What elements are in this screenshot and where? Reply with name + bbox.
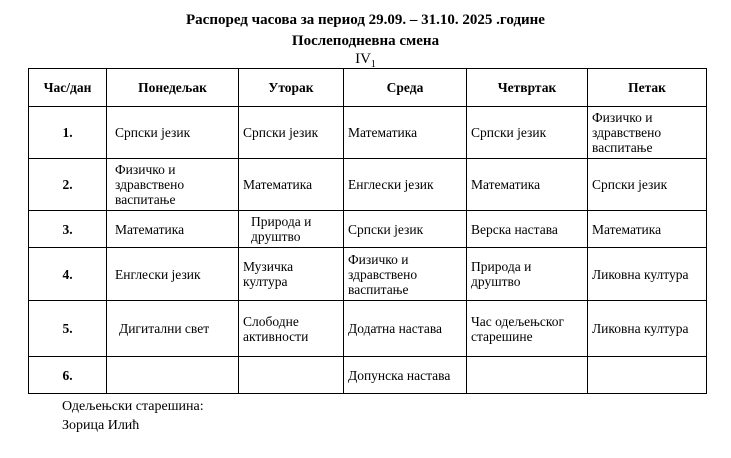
table-cell: Ликовна култура: [588, 301, 707, 357]
table-cell: Математика: [239, 159, 344, 211]
table-row: [29, 301, 707, 357]
table-cell: Математика: [467, 159, 588, 211]
table-cell: Математика: [588, 211, 707, 248]
table-cell: Слободне активности: [239, 301, 344, 357]
table-row: [29, 357, 707, 394]
table-cell: [107, 357, 239, 394]
shift-subtitle: Послеподневна смена: [291, 33, 440, 49]
period-number: 2.: [29, 159, 107, 211]
table-cell: [467, 357, 588, 394]
table-cell: [588, 357, 707, 394]
table-cell: Додатна настава: [344, 301, 467, 357]
table-cell: Час одељењског старешине: [467, 301, 588, 357]
table-row: [29, 211, 707, 248]
table-cell: Енглески језик: [107, 248, 239, 301]
table-cell: Физичко и здравствено васпитање: [344, 248, 467, 301]
table-cell: Математика: [344, 107, 467, 159]
table-cell: Верска настава: [467, 211, 588, 248]
header-cell: Петак: [588, 69, 707, 107]
table-row: [29, 107, 707, 159]
period-number: 4.: [29, 248, 107, 301]
period-number: 5.: [29, 301, 107, 357]
period-number: 3.: [29, 211, 107, 248]
table-cell: [239, 357, 344, 394]
header-row: [29, 69, 707, 107]
header-cell: Уторак: [239, 69, 344, 107]
header-cell: Среда: [344, 69, 467, 107]
table-row: [29, 248, 707, 301]
table-cell: Физичко и здравствено васпитање: [107, 159, 239, 211]
header-cell: Четвртак: [467, 69, 588, 107]
homeroom-teacher-name: Зорица Илић: [62, 418, 140, 433]
schedule-table: [28, 68, 707, 394]
schedule-title: Распоред часова за период 29.09. – 31.10. 2025 .године: [186, 12, 545, 28]
table-cell: Српски језик: [239, 107, 344, 159]
table-cell: Ликовна култура: [588, 248, 707, 301]
header-cell: Час/дан: [29, 69, 107, 107]
table-cell: Физичко и здравствено васпитање: [588, 107, 707, 159]
table-cell: Математика: [107, 211, 239, 248]
homeroom-teacher-label: Одељењски старешина:: [62, 399, 204, 414]
header-cell: Понедељак: [107, 69, 239, 107]
table-cell: Допунска настава: [344, 357, 467, 394]
table-cell: Српски језик: [107, 107, 239, 159]
table-cell: Дигитални свет: [107, 301, 239, 357]
table-cell: Природа и друштво: [239, 211, 344, 248]
table-row: [29, 159, 707, 211]
table-cell: Српски језик: [344, 211, 467, 248]
period-number: 6.: [29, 357, 107, 394]
table-cell: Српски језик: [467, 107, 588, 159]
class-grade: IV: [355, 51, 371, 67]
period-number: 1.: [29, 107, 107, 159]
table-cell: Енглески језик: [344, 159, 467, 211]
table-cell: Природа и друштво: [467, 248, 588, 301]
table-cell: Музичка култура: [239, 248, 344, 301]
table-cell: Српски језик: [588, 159, 707, 211]
class-section: 1: [370, 59, 376, 70]
